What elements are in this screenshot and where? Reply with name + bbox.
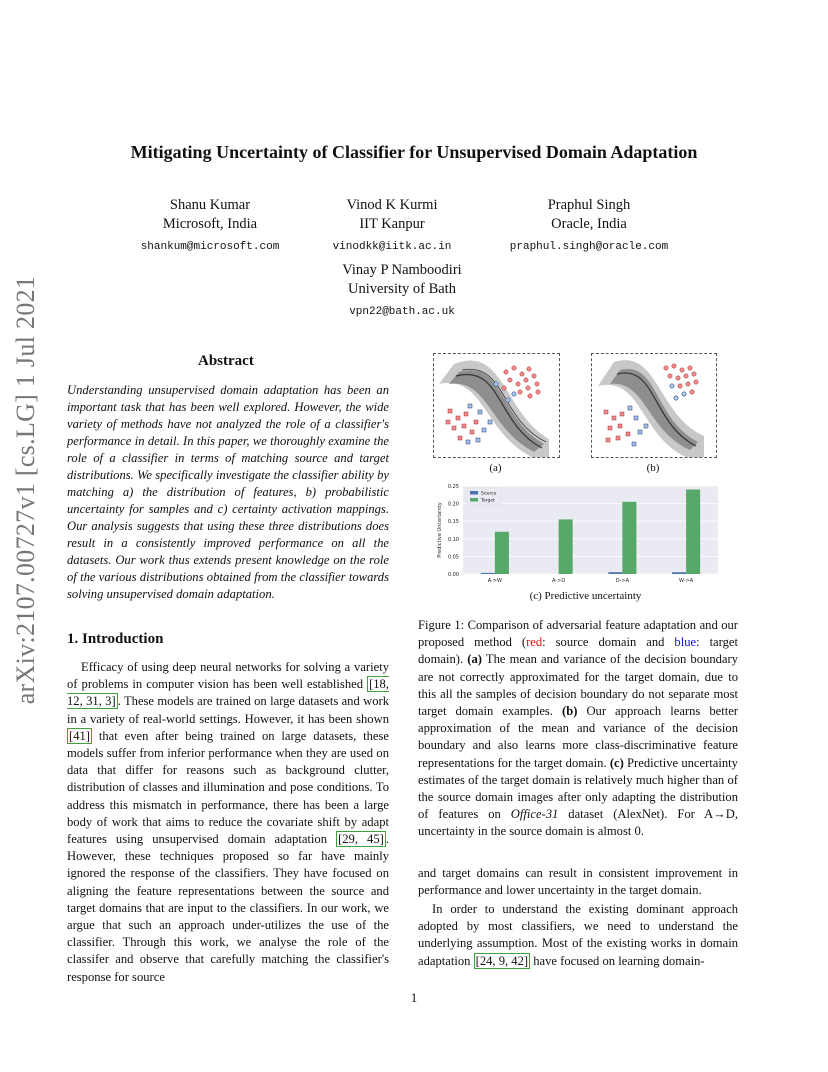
text-run: Predictive uncertainty estimates of the target domain is relatively much higher than of the source domain images after only adapting the distribution of features on	[418, 755, 738, 822]
legend-label: Source	[481, 491, 497, 497]
x-tick-label: D->A	[615, 578, 630, 584]
decision-boundary-b-icon	[592, 354, 716, 457]
text-run: . However, these techniques proposed so far have mainly ignored the response of the classifiers. They have focused on aligning the feature representations between the source and target domains that are input to the classifiers. In our work, we argue that such an approach under-utilizes the use of the classifier. Through this work, we analyse the role of the classifer and observe that carefully matching the classifier's response for source	[67, 832, 389, 984]
text-run: blue	[674, 635, 697, 650]
author-name: Vinod K Kurmi	[346, 197, 438, 213]
text-run: Efficacy of using deep neural networks for solving a variety of problems in computer vision has been well established	[67, 660, 389, 692]
text-run: have focused on learning domain-	[533, 953, 705, 968]
author-email: vinodkk@iitk.ac.in	[332, 241, 452, 253]
right-paragraph-1: and target domains can result in consistent improvement in performance and lower uncertainty in the target domain.	[418, 866, 738, 898]
bar-source	[481, 573, 495, 574]
y-axis-label: Predictive Uncertainty	[437, 502, 443, 558]
predictive-uncertainty-chart	[433, 478, 723, 588]
subfigure-b-label: (b)	[646, 462, 660, 474]
text-run: that even after being trained on large datasets, these models suffer from inferior performance when they are used on data that differ for reasons such as background clutter, distribution of classes and illumination and pose conditions. To address this mismatch in performance, there has been a large body of work that aims to reduce the covariate shift by adapt features using unsupervised domain adaptation	[67, 728, 390, 847]
bar-source	[608, 572, 622, 574]
citation-link[interactable]: [41]	[69, 728, 90, 743]
arxiv-id: arXiv:2107.00727v1 [cs.LG] 1 Jul 2021	[11, 275, 40, 705]
bar-target	[622, 502, 636, 574]
abstract-text: Understanding unsupervised domain adaptation has been an important task that has been well explored. However, the wide variety of methods have not analyzed the role of a classifier's performance in detail. In this paper, we thoroughly examine the role of a classifier in terms of matching source and target distributions. We specifically investigate the classifier ability by matching a) the distribution of features, b) probabilistic uncertainty for samples and c) certainty activation mappings. Our analysis suggests that using these three distributions does result in a consistently improved performance on all the datasets. Our work thus extends present knowledge on the role of the various distributions obtained from the classifier towards solving unsupervised domain adaptation.	[67, 383, 389, 601]
abstract-heading: Abstract	[198, 353, 254, 369]
text-run: (b)	[562, 704, 578, 719]
paper-title: Mitigating Uncertainty of Classifier for Unsupervised Domain Adaptation	[130, 142, 698, 162]
citation-link[interactable]: [24, 9, 42]	[475, 953, 529, 968]
bar-target	[495, 532, 509, 574]
author-affiliation: Oracle, India	[551, 216, 627, 232]
legend-swatch	[470, 491, 478, 495]
author-affiliation: Microsoft, India	[162, 216, 258, 232]
y-tick-label: 0.00	[447, 572, 459, 578]
text-run: (a)	[467, 652, 482, 667]
y-tick-label: 0.20	[447, 501, 459, 508]
y-tick-label: 0.15	[447, 519, 459, 526]
author-2	[322, 196, 462, 257]
citation-link[interactable]: [18, 12, 31, 3]	[67, 677, 389, 709]
y-tick-label: 0.25	[447, 484, 459, 490]
citation-link[interactable]: [29, 45]	[338, 832, 384, 847]
arxiv-sidebar	[6, 275, 46, 705]
y-tick-label: 0.10	[447, 536, 459, 543]
author-email: vpn22@bath.ac.uk	[349, 306, 455, 318]
x-tick-label: W->A	[679, 578, 694, 584]
text-run: red	[526, 635, 543, 650]
author-name: Vinay P Namboodiri	[342, 262, 462, 278]
author-affiliation: University of Bath	[348, 281, 456, 297]
bar-target	[686, 490, 700, 574]
figure-1b-diagram	[591, 353, 717, 458]
bar-target	[559, 519, 573, 574]
author-name: Shanu Kumar	[169, 197, 251, 213]
author-name: Praphul Singh	[547, 197, 631, 213]
bar-source	[672, 572, 686, 574]
intro-heading: 1. Introduction	[67, 631, 164, 647]
subfigure-a-label: (a)	[489, 462, 502, 474]
subfigure-c-label: (c) Predictive uncertainty	[529, 590, 642, 602]
author-email: shankum@microsoft.com	[140, 241, 280, 253]
intro-paragraph	[67, 659, 389, 986]
text-run: : source domain and	[542, 635, 665, 650]
text-run: (c)	[609, 755, 624, 770]
x-tick-label: A->D	[552, 578, 566, 584]
author-email: praphul.singh@oracle.com	[509, 241, 669, 253]
legend-label: Target	[481, 498, 495, 504]
right-paragraph-2	[418, 901, 738, 970]
text-run: Office-31	[510, 807, 559, 822]
author-4	[322, 261, 482, 322]
text-run: . These models are trained on large datasets and work in a variety of real-world settings. However, it has been shown	[67, 694, 390, 726]
legend-swatch	[470, 498, 478, 502]
author-affiliation: IIT Kanpur	[359, 216, 425, 232]
text-run: The mean and variance of the decision boundary are not correctly approximated for the target domain, due to this all the samples of decision boundary do not separate most target domain examples.	[418, 652, 738, 719]
page-number: 1	[410, 990, 418, 1005]
author-3	[494, 196, 684, 257]
y-tick-label: 0.05	[447, 554, 459, 561]
text-run: Figure 1: Comparison of adversarial feature adaptation and our proposed method (	[418, 618, 738, 650]
figure-caption	[418, 617, 738, 841]
decision-boundary-a-icon	[434, 354, 559, 457]
text-run: In order to understand the existing dominant approach adopted by most classifiers, we need to understand the underlying assumption. Most of the existing works in domain adaptation	[418, 902, 738, 968]
x-tick-label: A->W	[487, 578, 502, 584]
text-run: : target domain).	[418, 635, 739, 667]
text-run: dataset (AlexNet). For A→D, uncertainty in the source domain is almost 0.	[418, 807, 739, 839]
figure-1a-diagram	[433, 353, 560, 458]
author-1	[140, 196, 280, 257]
text-run: Our approach learns better approximation of the mean and variance of the decision boundary and also learns more class-discriminative feature representations for the target domain.	[418, 704, 738, 770]
